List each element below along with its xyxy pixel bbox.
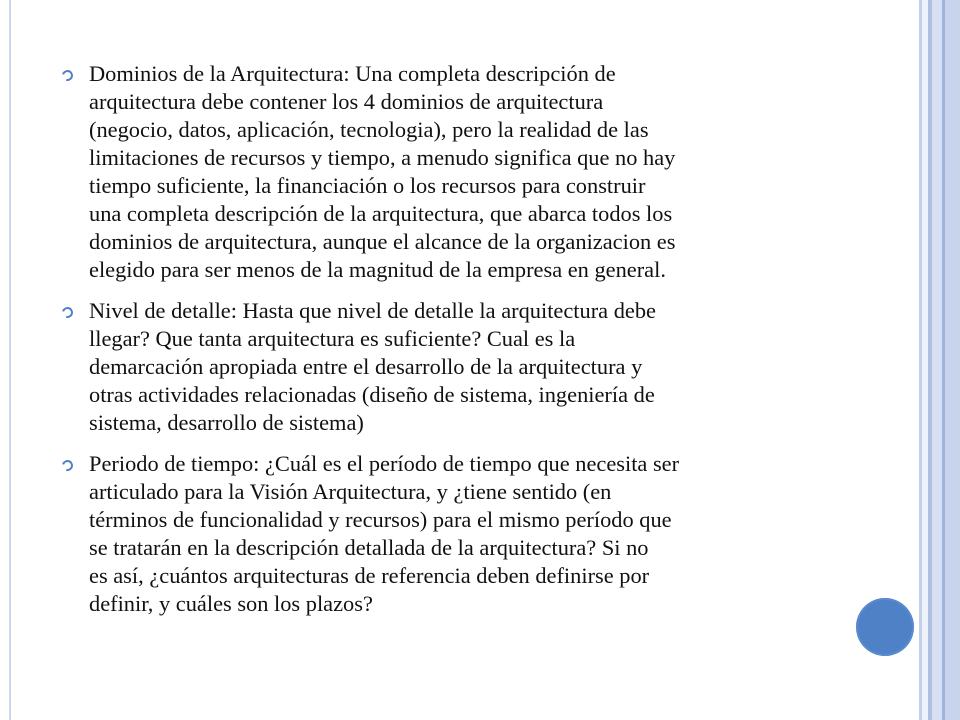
bullet-ring-icon: [60, 305, 75, 320]
bullet-list: [62, 60, 908, 631]
decorative-stripe: [945, 0, 960, 720]
bullet-text: Nivel de detalle: Hasta que nivel de detalle la arquitectura debe llegar? Que tanta arquitectura es suficiente? Cual es la demarcación apropiada entre el desarrollo de la arquitectura y otras actividades relacionadas (diseño de sistema, ingeniería de sistema, desarrollo de sistema): [89, 298, 656, 435]
bullet-ring-icon: [60, 68, 75, 83]
bullet-text: Dominios de la Arquitectura: Una completa descripción de arquitectura debe contener los 4 dominios de arquitectura (negocio, datos, aplicación, tecnologia), pero la realidad de las limitaciones de recursos y tiempo, a menudo significa que no hay tiempo suficiente, la financiación o los recursos para construir una completa descripción de la arquitectura, que abarca todos los dominios de arquitectura, aunque el alcance de la organizacion es elegido para ser menos de la magnitud de la empresa en general.: [89, 61, 676, 282]
bullet-item-dominios: [62, 60, 908, 284]
bullet-text: Periodo de tiempo: ¿Cuál es el período de tiempo que necesita ser articulado para la Visión Arquitectura, y ¿tiene sentido (en términos de funcionalidad y recursos) para el mismo período que se tratarán en la descripción detallada de la arquitectura? Si no es así, ¿cuántos arquitecturas de referencia deben definirse por definir, y cuáles son los plazos?: [89, 451, 680, 616]
bullet-item-nivel-detalle: [62, 297, 908, 437]
decorative-stripe: [932, 0, 942, 720]
bullet-ring-icon: [60, 458, 75, 473]
bullet-item-periodo-tiempo: [62, 450, 908, 618]
left-frame-line: [9, 0, 11, 720]
